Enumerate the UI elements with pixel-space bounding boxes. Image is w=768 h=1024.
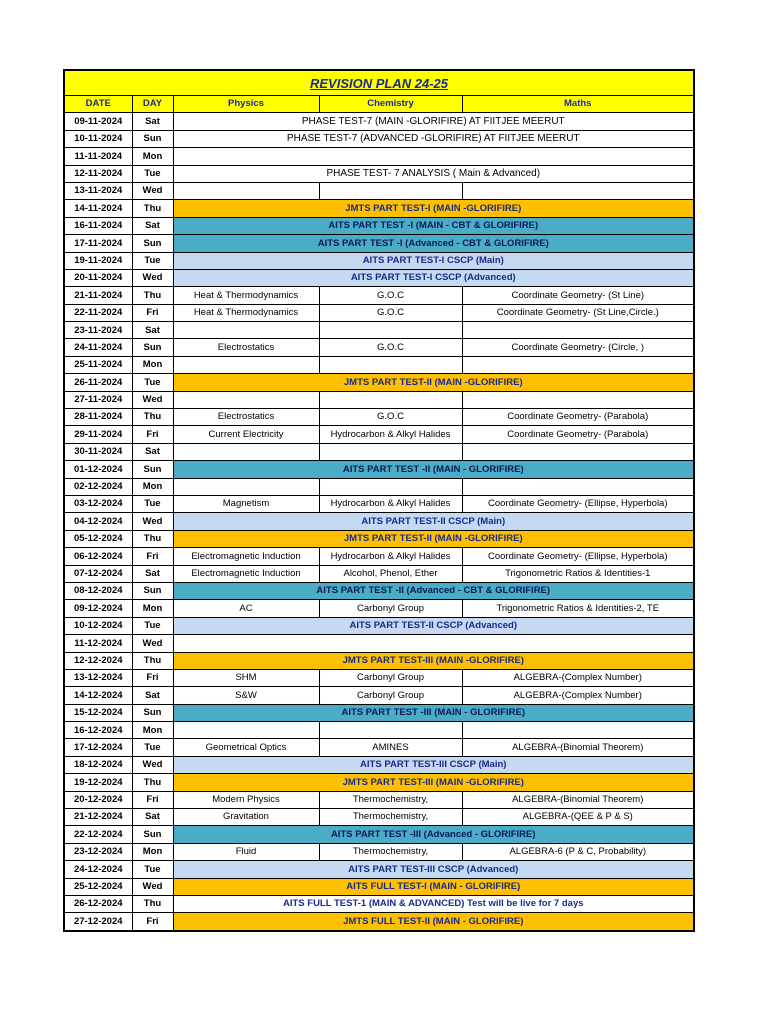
physics-cell: Current Electricity [173, 426, 319, 443]
chemistry-cell [319, 443, 462, 460]
table-row [64, 739, 694, 756]
physics-cell: Fluid [173, 843, 319, 860]
table-row [64, 826, 694, 843]
table-row [64, 374, 694, 391]
date-cell: 13-11-2024 [64, 182, 132, 199]
maths-cell: Coordinate Geometry- (St Line) [462, 287, 694, 304]
physics-cell [173, 478, 319, 495]
chemistry-cell [319, 391, 462, 408]
maths-cell [462, 356, 694, 373]
plan-title: REVISION PLAN 24-25 [64, 70, 694, 96]
event-cell: PHASE TEST-7 (MAIN -GLORIFIRE) AT FIITJEE MEERUT [173, 113, 694, 130]
physics-cell: Electrostatics [173, 409, 319, 426]
date-cell: 20-12-2024 [64, 791, 132, 808]
maths-header: Maths [462, 96, 694, 113]
table-row [64, 130, 694, 147]
maths-cell: Coordinate Geometry- (Ellipse, Hyperbola) [462, 495, 694, 512]
maths-cell: Coordinate Geometry- (St Line,Circle.) [462, 304, 694, 321]
day-cell: Sat [132, 322, 173, 339]
event-cell: AITS PART TEST-III CSCP (Main) [173, 756, 694, 773]
table-row [64, 530, 694, 547]
chemistry-cell [319, 356, 462, 373]
date-cell: 23-11-2024 [64, 322, 132, 339]
date-cell: 11-12-2024 [64, 635, 132, 652]
maths-cell: Trigonometric Ratios & Identities-1 [462, 565, 694, 582]
chemistry-cell [319, 722, 462, 739]
day-cell: Fri [132, 304, 173, 321]
chemistry-cell: G.O.C [319, 287, 462, 304]
chemistry-cell: Thermochemistry, [319, 791, 462, 808]
maths-cell: Coordinate Geometry- (Parabola) [462, 426, 694, 443]
maths-cell: ALGEBRA-(Complex Number) [462, 669, 694, 686]
event-cell: JMTS PART TEST-II (MAIN -GLORIFIRE) [173, 530, 694, 547]
event-cell: AITS PART TEST-II CSCP (Advanced) [173, 617, 694, 634]
maths-cell: ALGEBRA-(Binomial Theorem) [462, 791, 694, 808]
day-cell: Wed [132, 878, 173, 895]
day-cell: Tue [132, 252, 173, 269]
chemistry-cell: Carbonyl Group [319, 687, 462, 704]
event-cell: AITS PART TEST -III (Advanced - GLORIFIRE) [173, 826, 694, 843]
date-cell: 14-11-2024 [64, 200, 132, 217]
event-cell: AITS PART TEST -I (Advanced - CBT & GLORIFIRE) [173, 235, 694, 252]
date-cell: 27-11-2024 [64, 391, 132, 408]
date-cell: 20-11-2024 [64, 269, 132, 286]
date-cell: 16-11-2024 [64, 217, 132, 234]
date-cell: 04-12-2024 [64, 513, 132, 530]
maths-cell: Coordinate Geometry- (Ellipse, Hyperbola) [462, 548, 694, 565]
date-cell: 22-11-2024 [64, 304, 132, 321]
physics-cell: Modern Physics [173, 791, 319, 808]
event-cell: JMTS PART TEST-II (MAIN -GLORIFIRE) [173, 374, 694, 391]
physics-cell: S&W [173, 687, 319, 704]
chemistry-cell: Alcohol, Phenol, Ether [319, 565, 462, 582]
event-cell: AITS FULL TEST-1 (MAIN & ADVANCED) Test will be live for 7 days [173, 895, 694, 912]
day-cell: Thu [132, 287, 173, 304]
event-cell: AITS PART TEST -III (MAIN - GLORIFIRE) [173, 704, 694, 721]
day-cell: Sun [132, 339, 173, 356]
physics-cell [173, 322, 319, 339]
date-cell: 29-11-2024 [64, 426, 132, 443]
date-cell: 28-11-2024 [64, 409, 132, 426]
maths-cell: Coordinate Geometry- (Circle, ) [462, 339, 694, 356]
day-cell: Sat [132, 113, 173, 130]
date-cell: 07-12-2024 [64, 565, 132, 582]
table-row [64, 287, 694, 304]
date-cell: 23-12-2024 [64, 843, 132, 860]
day-cell: Fri [132, 791, 173, 808]
date-cell: 19-12-2024 [64, 774, 132, 791]
day-cell: Thu [132, 774, 173, 791]
chemistry-cell: G.O.C [319, 409, 462, 426]
physics-cell [173, 182, 319, 199]
event-cell: AITS PART TEST-I CSCP (Main) [173, 252, 694, 269]
day-cell: Tue [132, 495, 173, 512]
date-cell: 01-12-2024 [64, 461, 132, 478]
table-row [64, 774, 694, 791]
table-row [64, 235, 694, 252]
table-row [64, 322, 694, 339]
day-cell: Tue [132, 861, 173, 878]
date-cell: 24-12-2024 [64, 861, 132, 878]
day-cell: Sun [132, 235, 173, 252]
day-cell: Sun [132, 461, 173, 478]
chemistry-cell: Carbonyl Group [319, 669, 462, 686]
date-cell: 09-11-2024 [64, 113, 132, 130]
table-row [64, 148, 694, 165]
chemistry-cell: Thermochemistry, [319, 843, 462, 860]
table-row [64, 200, 694, 217]
date-cell: 22-12-2024 [64, 826, 132, 843]
date-cell: 17-12-2024 [64, 739, 132, 756]
event-cell: AITS PART TEST -I (MAIN - CBT & GLORIFIRE) [173, 217, 694, 234]
day-cell: Sat [132, 443, 173, 460]
day-cell: Fri [132, 548, 173, 565]
chemistry-cell: AMINES [319, 739, 462, 756]
date-cell: 24-11-2024 [64, 339, 132, 356]
date-cell: 12-12-2024 [64, 652, 132, 669]
day-cell: Sun [132, 130, 173, 147]
date-cell: 26-12-2024 [64, 895, 132, 912]
date-cell: 16-12-2024 [64, 722, 132, 739]
maths-cell: ALGEBRA-(QEE & P & S) [462, 809, 694, 826]
table-row [64, 165, 694, 182]
event-cell: AITS PART TEST -II (Advanced - CBT & GLORIFIRE) [173, 582, 694, 599]
table-row [64, 339, 694, 356]
maths-cell [462, 391, 694, 408]
maths-cell: ALGEBRA-(Complex Number) [462, 687, 694, 704]
table-row [64, 843, 694, 860]
date-cell: 21-12-2024 [64, 809, 132, 826]
table-row [64, 669, 694, 686]
event-cell: JMTS FULL TEST-II (MAIN - GLORIFIRE) [173, 913, 694, 931]
physics-cell: Geometrical Optics [173, 739, 319, 756]
date-cell: 11-11-2024 [64, 148, 132, 165]
event-cell: AITS PART TEST -II (MAIN - GLORIFIRE) [173, 461, 694, 478]
physics-cell [173, 722, 319, 739]
date-cell: 27-12-2024 [64, 913, 132, 931]
physics-cell: Gravitation [173, 809, 319, 826]
date-cell: 18-12-2024 [64, 756, 132, 773]
date-cell: 19-11-2024 [64, 252, 132, 269]
maths-cell: Trigonometric Ratios & Identities-2, TE [462, 600, 694, 617]
table-row [64, 269, 694, 286]
day-cell: Tue [132, 739, 173, 756]
event-cell: PHASE TEST- 7 ANALYSIS ( Main & Advanced) [173, 165, 694, 182]
maths-cell: Coordinate Geometry- (Parabola) [462, 409, 694, 426]
day-header: DAY [132, 96, 173, 113]
day-cell: Mon [132, 843, 173, 860]
table-row [64, 495, 694, 512]
chemistry-cell: Carbonyl Group [319, 600, 462, 617]
table-row [64, 217, 694, 234]
date-cell: 10-12-2024 [64, 617, 132, 634]
physics-cell [173, 356, 319, 373]
maths-cell [462, 322, 694, 339]
day-cell: Fri [132, 669, 173, 686]
table-row [64, 704, 694, 721]
day-cell: Fri [132, 913, 173, 931]
maths-cell: ALGEBRA-6 (P & C, Probability) [462, 843, 694, 860]
date-cell: 17-11-2024 [64, 235, 132, 252]
table-row [64, 391, 694, 408]
table-row [64, 461, 694, 478]
date-cell: 02-12-2024 [64, 478, 132, 495]
day-cell: Mon [132, 722, 173, 739]
table-row [64, 478, 694, 495]
date-cell: 10-11-2024 [64, 130, 132, 147]
table-row [64, 356, 694, 373]
table-row [64, 791, 694, 808]
physics-cell: Electromagnetic Induction [173, 565, 319, 582]
table-row [64, 722, 694, 739]
maths-cell: ALGEBRA-(Binomial Theorem) [462, 739, 694, 756]
day-cell: Sat [132, 687, 173, 704]
event-cell [173, 148, 694, 165]
table-row [64, 913, 694, 931]
event-cell: JMTS PART TEST-I (MAIN -GLORIFIRE) [173, 200, 694, 217]
day-cell: Wed [132, 513, 173, 530]
chemistry-cell: G.O.C [319, 339, 462, 356]
day-cell: Thu [132, 530, 173, 547]
date-cell: 30-11-2024 [64, 443, 132, 460]
day-cell: Wed [132, 269, 173, 286]
day-cell: Thu [132, 895, 173, 912]
chemistry-cell [319, 182, 462, 199]
table-row [64, 304, 694, 321]
physics-cell: SHM [173, 669, 319, 686]
day-cell: Sat [132, 809, 173, 826]
table-row [64, 756, 694, 773]
date-cell: 25-11-2024 [64, 356, 132, 373]
day-cell: Mon [132, 600, 173, 617]
table-row [64, 252, 694, 269]
day-cell: Tue [132, 165, 173, 182]
physics-cell: Heat & Thermodynamics [173, 287, 319, 304]
table-row [64, 513, 694, 530]
date-cell: 08-12-2024 [64, 582, 132, 599]
day-cell: Thu [132, 200, 173, 217]
day-cell: Wed [132, 756, 173, 773]
event-cell: JMTS PART TEST-III (MAIN -GLORIFIRE) [173, 652, 694, 669]
event-cell: AITS FULL TEST-I (MAIN - GLORIFIRE) [173, 878, 694, 895]
date-cell: 21-11-2024 [64, 287, 132, 304]
physics-cell: Electrostatics [173, 339, 319, 356]
chemistry-cell: Hydrocarbon & Alkyl Halides [319, 548, 462, 565]
event-cell [173, 635, 694, 652]
date-header: DATE [64, 96, 132, 113]
table-row [64, 895, 694, 912]
day-cell: Wed [132, 182, 173, 199]
table-row [64, 582, 694, 599]
chemistry-cell [319, 322, 462, 339]
date-cell: 12-11-2024 [64, 165, 132, 182]
day-cell: Sun [132, 704, 173, 721]
event-cell: JMTS PART TEST-III (MAIN -GLORIFIRE) [173, 774, 694, 791]
table-row [64, 652, 694, 669]
chemistry-cell [319, 478, 462, 495]
table-row [64, 809, 694, 826]
table-row [64, 113, 694, 130]
day-cell: Mon [132, 478, 173, 495]
maths-cell [462, 722, 694, 739]
table-row [64, 617, 694, 634]
physics-cell [173, 391, 319, 408]
table-row [64, 409, 694, 426]
date-cell: 14-12-2024 [64, 687, 132, 704]
day-cell: Wed [132, 635, 173, 652]
chemistry-cell: Thermochemistry, [319, 809, 462, 826]
date-cell: 15-12-2024 [64, 704, 132, 721]
date-cell: 05-12-2024 [64, 530, 132, 547]
chemistry-cell: G.O.C [319, 304, 462, 321]
chemistry-header: Chemistry [319, 96, 462, 113]
table-row [64, 600, 694, 617]
day-cell: Mon [132, 356, 173, 373]
day-cell: Tue [132, 374, 173, 391]
date-cell: 25-12-2024 [64, 878, 132, 895]
day-cell: Mon [132, 148, 173, 165]
table-row [64, 426, 694, 443]
table-row [64, 565, 694, 582]
maths-cell [462, 443, 694, 460]
event-cell: AITS PART TEST-III CSCP (Advanced) [173, 861, 694, 878]
physics-cell [173, 443, 319, 460]
day-cell: Sat [132, 565, 173, 582]
table-row [64, 182, 694, 199]
day-cell: Thu [132, 409, 173, 426]
physics-cell: Magnetism [173, 495, 319, 512]
day-cell: Tue [132, 617, 173, 634]
event-cell: AITS PART TEST-I CSCP (Advanced) [173, 269, 694, 286]
date-cell: 13-12-2024 [64, 669, 132, 686]
day-cell: Sun [132, 582, 173, 599]
chemistry-cell: Hydrocarbon & Alkyl Halides [319, 495, 462, 512]
date-cell: 03-12-2024 [64, 495, 132, 512]
event-cell: AITS PART TEST-II CSCP (Main) [173, 513, 694, 530]
table-row [64, 878, 694, 895]
table-row [64, 687, 694, 704]
physics-header: Physics [173, 96, 319, 113]
day-cell: Thu [132, 652, 173, 669]
date-cell: 06-12-2024 [64, 548, 132, 565]
revision-plan-table [63, 69, 695, 932]
day-cell: Fri [132, 426, 173, 443]
day-cell: Wed [132, 391, 173, 408]
table-row [64, 635, 694, 652]
date-cell: 26-11-2024 [64, 374, 132, 391]
table-row [64, 548, 694, 565]
physics-cell: Electromagnetic Induction [173, 548, 319, 565]
table-row [64, 443, 694, 460]
physics-cell: AC [173, 600, 319, 617]
event-cell: PHASE TEST-7 (ADVANCED -GLORIFIRE) AT FIITJEE MEERUT [173, 130, 694, 147]
maths-cell [462, 182, 694, 199]
date-cell: 09-12-2024 [64, 600, 132, 617]
chemistry-cell: Hydrocarbon & Alkyl Halides [319, 426, 462, 443]
physics-cell: Heat & Thermodynamics [173, 304, 319, 321]
schedule-body [64, 113, 694, 931]
day-cell: Sat [132, 217, 173, 234]
maths-cell [462, 478, 694, 495]
day-cell: Sun [132, 826, 173, 843]
header-row [64, 96, 694, 113]
table-row [64, 861, 694, 878]
